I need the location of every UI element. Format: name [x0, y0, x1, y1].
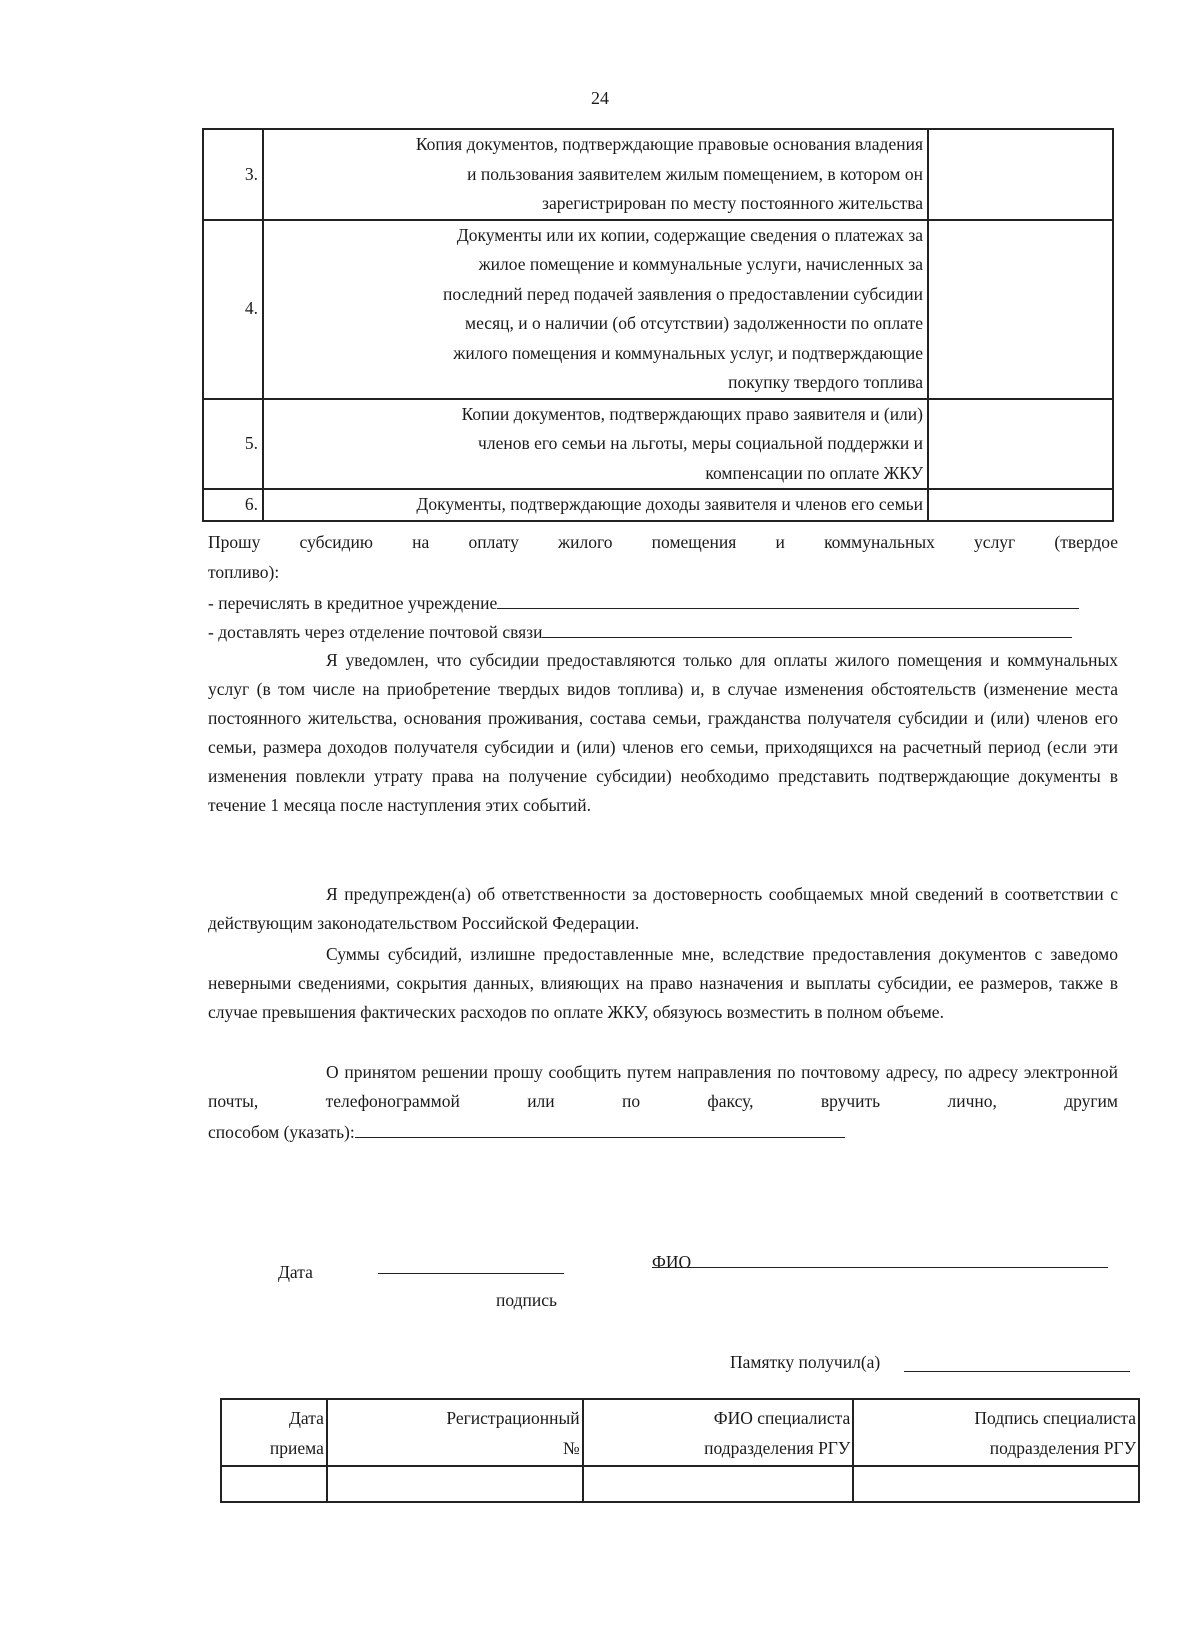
intake-entry-row	[221, 1466, 1139, 1502]
documents-table	[202, 128, 1114, 522]
document-row	[203, 129, 1113, 220]
notice-paragraph: Я уведомлен, что субсидии предоставляются только для оплаты жилого помещения и коммунальных услуг (в том числе на приобретение твердых видов топлива) и, в случае изменения обстоятельств (изменение места постоянного жительства, основания проживания, состава семьи, гражданства получателя субсидии и (или) членов его семьи, размера доходов получателя субсидии и (или) членов его семьи, приходящихся на расчетный период (если эти изменения повлекли утрату права на получение субсидии) необходимо представить подтверждающие документы в течение 1 месяца после наступления этих событий.	[208, 650, 1118, 815]
request-line-1: Прошу субсидию на оплату жилого помещения и коммунальных услуг (твердое	[208, 532, 1118, 552]
date-label: Дата	[278, 1262, 313, 1282]
entry-date-cell[interactable]	[221, 1466, 327, 1502]
warning-paragraph: Я предупрежден(а) об ответственности за достоверность сообщаемых мной сведений в соответствии с действующим законодательством Российской Федерации.	[208, 884, 1118, 933]
document-number: 6.	[203, 489, 263, 521]
header-specialist-fio: ФИО специалиста подразделения РГУ	[583, 1399, 854, 1466]
document-row	[203, 489, 1113, 521]
decision-last-row	[208, 1117, 1118, 1147]
entry-registration-cell[interactable]	[327, 1466, 583, 1502]
header-registration: Регистрационный №	[327, 1399, 583, 1466]
document-mark-cell[interactable]	[928, 489, 1113, 521]
document-description-line: и пользования заявителем жилым помещением, в котором он	[467, 163, 923, 184]
other-method-input-line[interactable]	[355, 1117, 845, 1138]
header-specialist-signature: Подпись специалиста подразделения РГУ	[853, 1399, 1139, 1466]
option-bank-row	[208, 588, 1118, 618]
entry-signature-cell[interactable]	[853, 1466, 1139, 1502]
document-description	[263, 489, 928, 521]
request-line-2: топливо):	[208, 562, 280, 582]
page-number: 24	[591, 88, 609, 108]
document-description-line: последний перед подачей заявления о предоставлении субсидии	[443, 283, 923, 304]
document-description-line: покупку твердого топлива	[728, 372, 923, 392]
document-description-line: жилого помещения и коммунальных услуг, и подтверждающие	[453, 342, 923, 363]
document-description-line: зарегистрирован по месту постоянного жительства	[542, 193, 923, 213]
document-mark-cell[interactable]	[928, 129, 1113, 220]
document-description-line: Копия документов, подтверждающие правовые основания владения	[415, 134, 923, 154]
document-row	[203, 399, 1113, 490]
document-description-line: жилое помещение и коммунальные услуги, начисленных за	[478, 254, 923, 274]
decision-paragraph: О принятом решении прошу сообщить путем направления по почтовому адресу, по адресу электронной почты, телефонограммой или по факсу, вручить лично, другим	[208, 1062, 1118, 1111]
document-description	[263, 129, 928, 220]
document-description-line: Копии документов, подтверждающих право заявителя и (или)	[461, 403, 923, 424]
document-description-line: членов его семьи на льготы, меры социальной поддержки и	[478, 433, 923, 453]
memo-line[interactable]	[904, 1370, 1130, 1372]
document-mark-cell[interactable]	[928, 220, 1113, 399]
document-description-line: Документы, подтверждающие доходы заявителя и членов его семьи	[416, 494, 923, 514]
option-bank-label: - перечислять в кредитное учреждение	[208, 593, 498, 613]
memo-label: Памятку получил(а)	[730, 1352, 881, 1372]
fio-label: ФИО	[652, 1252, 692, 1272]
post-input-line[interactable]	[542, 617, 1072, 638]
document-number: 5.	[203, 399, 263, 490]
document-number: 3.	[203, 129, 263, 220]
date-signature-line[interactable]	[378, 1272, 564, 1274]
intake-header-row	[221, 1399, 1139, 1466]
document-description-line: месяц, и о наличии (об отсутствии) задолженности по оплате	[465, 313, 923, 333]
document-description-line: Документы или их копии, содержащие сведения о платежах за	[456, 224, 923, 245]
bank-input-line[interactable]	[497, 588, 1079, 609]
fio-line[interactable]	[652, 1266, 1108, 1268]
header-date: Дата приема	[221, 1399, 327, 1466]
entry-fio-cell[interactable]	[583, 1466, 854, 1502]
intake-table	[220, 1398, 1140, 1503]
document-description-line: компенсации по оплате ЖКУ	[705, 462, 923, 483]
document-number: 4.	[203, 220, 263, 399]
option-post-row	[208, 617, 1118, 647]
document-row	[203, 220, 1113, 399]
decision-last-label: способом (указать):	[208, 1122, 355, 1142]
document-description	[263, 399, 928, 490]
option-post-label: - доставлять через отделение почтовой связи	[208, 622, 543, 642]
document-mark-cell[interactable]	[928, 399, 1113, 490]
document-description	[263, 220, 928, 399]
signature-caption: подпись	[496, 1290, 557, 1310]
refund-paragraph: Суммы субсидий, излишне предоставленные мне, вследствие предоставления документов с заведомо неверными сведениями, сокрытия данных, влияющих на право назначения и выплаты субсидии, ее размеров, также в случае превышения фактических расходов по оплате ЖКУ, обязуюсь возместить в полном объеме.	[208, 944, 1118, 1022]
